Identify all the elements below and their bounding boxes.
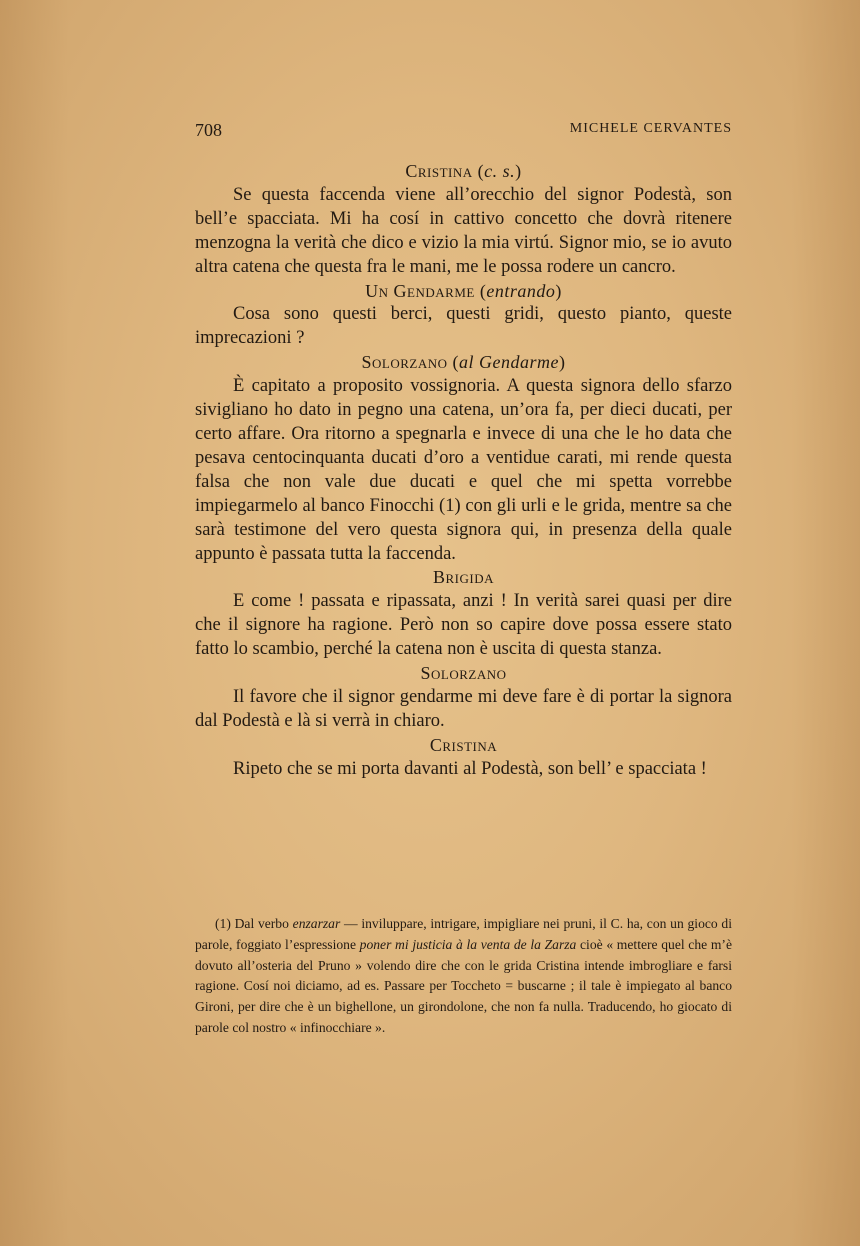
speaker-heading: Solorzano (al Gendarme) — [361, 352, 566, 373]
footnote-italic: poner mi justicia à la venta de la Zarza — [359, 936, 577, 952]
speech: Cosa sono questi berci, questi gridi, questo pianto, queste imprecazioni ? — [195, 304, 732, 349]
speaker-heading — [195, 566, 732, 590]
speaker-heading: Cristina (c. s.) — [405, 161, 522, 181]
speaker-heading — [195, 662, 732, 686]
stage-direction: entrando — [486, 280, 556, 301]
speaker-name: Brigida — [433, 567, 494, 588]
speaker-name: Un Gendarme — [365, 280, 475, 301]
stage-direction: c. s. — [484, 161, 516, 181]
speech: Se questa faccenda viene all’orecchio del signor Podestà, son bell’e spacciata. Mi ha cosí in cattivo concetto che dovrà ritenere menzogna la verità che dico e vizio la mia virtú. Signor mio, se io avuto altra catena che questa fra le mani, me le possa rodere un cancro. — [195, 184, 732, 277]
speech: Il favore che il signor gendarme mi deve fare è di portar la signora dal Podestà e là si verrà in chiaro. — [195, 686, 732, 731]
page-number: 708 — [195, 120, 222, 140]
running-title: MICHELE CERVANTES — [569, 121, 732, 136]
stage-direction: al Gendarme — [459, 352, 559, 373]
speech: E come ! passata e ripassata, anzi ! In verità sarei quasi per dire che il signore ha ragione. Però non so capire dove possa essere stato fatto lo scambio, perché la catena non è uscita di questa stanza. — [195, 591, 732, 660]
speaker-name: Cristina — [429, 734, 498, 755]
footnote-italic: enzarzar — [292, 916, 341, 931]
speech: Ripeto che se mi porta davanti al Podestà, son bell’ e spacciata ! — [233, 758, 707, 779]
speaker-name: Solorzano — [420, 663, 507, 684]
speaker-name: Cristina — [405, 161, 473, 181]
footnote — [195, 914, 732, 1039]
dialogue-body — [195, 160, 732, 782]
speech: È capitato a proposito vossignoria. A questa signora dello sfarzo sivigliano ho dato in pegno una catena, un’ora fa, per dieci ducati, per certo affare. Ora ritorno a spegnarla e invece di una che le ho data che pesava centocinquanta ducati d’oro a ventidue carati, mi rende questa falsa che non vale due ducati e quel che mi spetta vorrebbe impiegarmelo al banco Finocchi (1) con gli urli e le grida, mentre sa che sarà testimone del vero questa signora qui, in presenza della quale appunto è passata tutta la faccenda. — [195, 376, 732, 564]
speaker-heading: Un Gendarme (entrando) — [365, 280, 562, 301]
footnote-text: (1) Dal verbo — [215, 916, 293, 931]
footnote-text: — inviluppare, intrigare, impigliare nei pruni, il C. ha, con un gioco di parole, foggiato l’espressione — [195, 916, 733, 952]
speaker-name: Solorzano — [361, 352, 448, 373]
footnote-text: cioè « mettere quel che m’è dovuto all’osteria del Pruno » volendo dire che con le grida Cristina intende imbrogliare e farsi ragione. Cosí noi diciamo, ad es. Passare per Toccheto = buscarne ; il tale è impiegato al banco Gironi, per dire che è un bighellone, un girondolone, che non fa nulla. Traducendo, ho giocato di parole col nostro « infinocchiare ». — [195, 936, 732, 1035]
speaker-heading — [195, 734, 732, 758]
